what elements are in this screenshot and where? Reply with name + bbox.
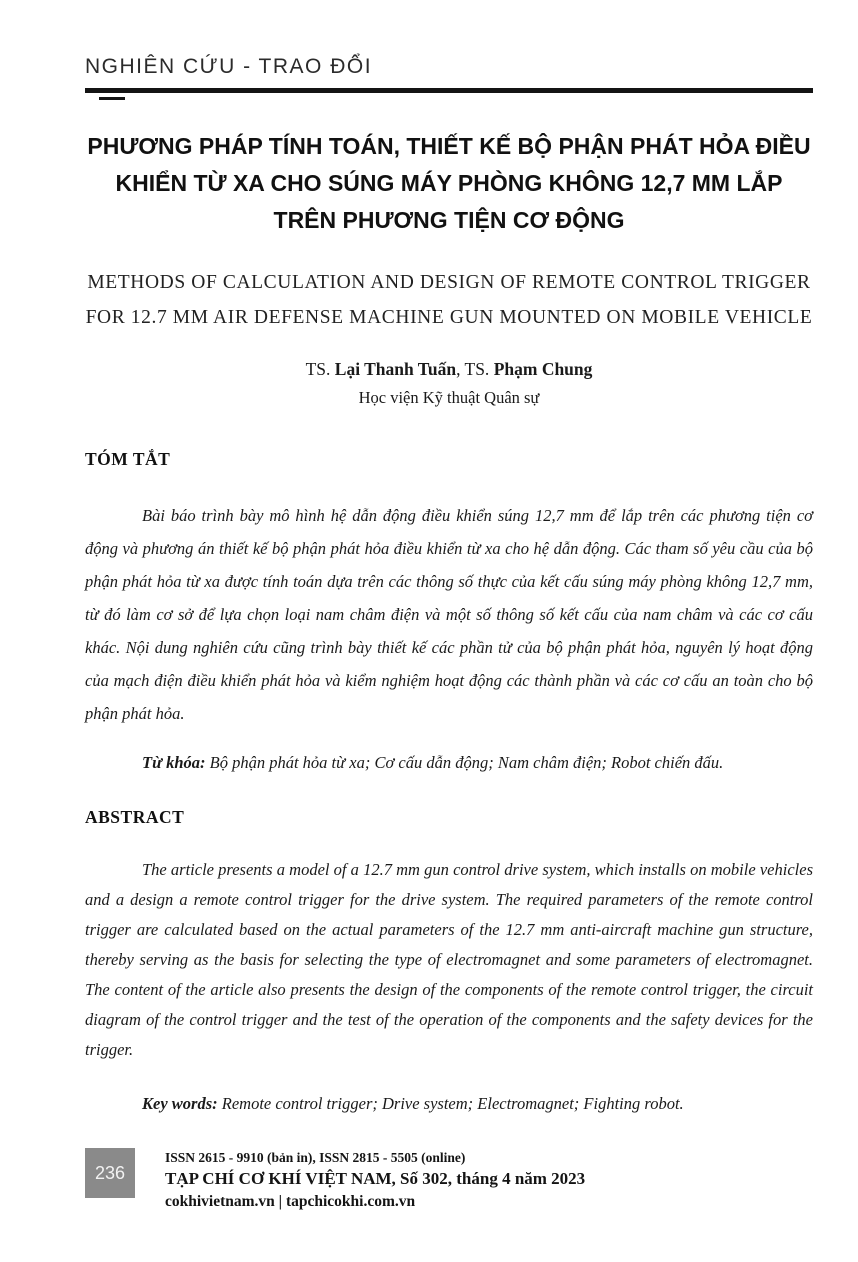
- header-rule-tick: [99, 97, 125, 100]
- abstract-keywords-text: Remote control trigger; Drive system; Electromagnet; Fighting robot.: [217, 1094, 684, 1113]
- tomtat-heading: TÓM TẮT: [85, 449, 171, 469]
- header-rule: [85, 88, 813, 93]
- section-label: NGHIÊN CỨU - TRAO ĐỔI: [85, 55, 373, 78]
- abstract-body: The article presents a model of a 12.7 mm gun control drive system, which installs on mobile vehicles and a design a remote control trigger for the drive system. The required parameters of the remote control trigger are calculated based on the actual parameters of the 12.7 mm anti-aircraft machine gun structure, thereby serving as the basis for selecting the type of electromagnet and some parameters of electromagnet. The content of the article also presents the design of the components of the remote control trigger, the circuit diagram of the control trigger and the test of the operation of the components and the safety devices for the trigger.: [85, 860, 813, 1059]
- footer-journal-line: TẠP CHÍ CƠ KHÍ VIỆT NAM, Số 302, tháng 4 năm 2023: [165, 1169, 586, 1188]
- title-vietnamese: PHƯƠNG PHÁP TÍNH TOÁN, THIẾT KẾ BỘ PHẬN PHÁT HỎA ĐIỀU KHIỂN TỪ XA CHO SÚNG MÁY PHÒNG KHÔNG 12,7 MM LẮP TRÊN PHƯƠNG TIỆN CƠ ĐỘNG: [87, 133, 811, 233]
- tomtat-keywords-text: Bộ phận phát hỏa từ xa; Cơ cấu dẫn động; Nam châm điện; Robot chiến đấu.: [205, 753, 724, 772]
- abstract-heading: ABSTRACT: [85, 807, 185, 827]
- affiliation: Học viện Kỹ thuật Quân sự: [358, 388, 540, 407]
- page-footer: [85, 1148, 585, 1212]
- page-number: 236: [85, 1148, 135, 1198]
- abstract-keywords: [85, 1089, 813, 1119]
- page-header: [85, 55, 813, 100]
- author-prefix: TS.: [305, 359, 335, 379]
- authors-line: [85, 357, 813, 381]
- tomtat-keywords-label: Từ khóa:: [142, 753, 206, 772]
- abstract-keywords-label: Key words:: [142, 1094, 218, 1113]
- title-english: METHODS OF CALCULATION AND DESIGN OF REMOTE CONTROL TRIGGER FOR 12.7 MM AIR DEFENSE MACHINE GUN MOUNTED ON MOBILE VEHICLE: [85, 272, 813, 328]
- author-separator: , TS.: [456, 359, 494, 379]
- tomtat-keywords: [85, 746, 813, 779]
- footer-issn-line: ISSN 2615 - 9910 (bản in), ISSN 2815 - 5505 (online): [165, 1150, 466, 1165]
- author-name-2: Phạm Chung: [493, 359, 593, 379]
- footer-text: [165, 1148, 585, 1212]
- author-name-1: Lại Thanh Tuấn: [334, 359, 457, 379]
- tomtat-body: Bài báo trình bày mô hình hệ dẫn động điều khiển súng 12,7 mm để lắp trên các phương tiện cơ động và phương án thiết kế bộ phận phát hỏa điều khiển từ xa cho hệ dẫn động. Các tham số yêu cầu của bộ phận phát hỏa từ xa được tính toán dựa trên các thông số thực của kết cấu súng máy phòng không 12,7 mm, từ đó làm cơ sở để lựa chọn loại nam châm điện và một số thông số kết cấu của nam châm và các cơ cấu khác. Nội dung nghiên cứu cũng trình bày thiết kế các phần tử của bộ phận phát hỏa, nguyên lý hoạt động của mạch điện điều khiển phát hỏa và kiểm nghiệm hoạt động các thành phần và các cơ cấu an toàn cho bộ phận phát hỏa.: [85, 506, 813, 723]
- footer-website-line: cokhivietnam.vn | tapchicokhi.com.vn: [165, 1193, 416, 1210]
